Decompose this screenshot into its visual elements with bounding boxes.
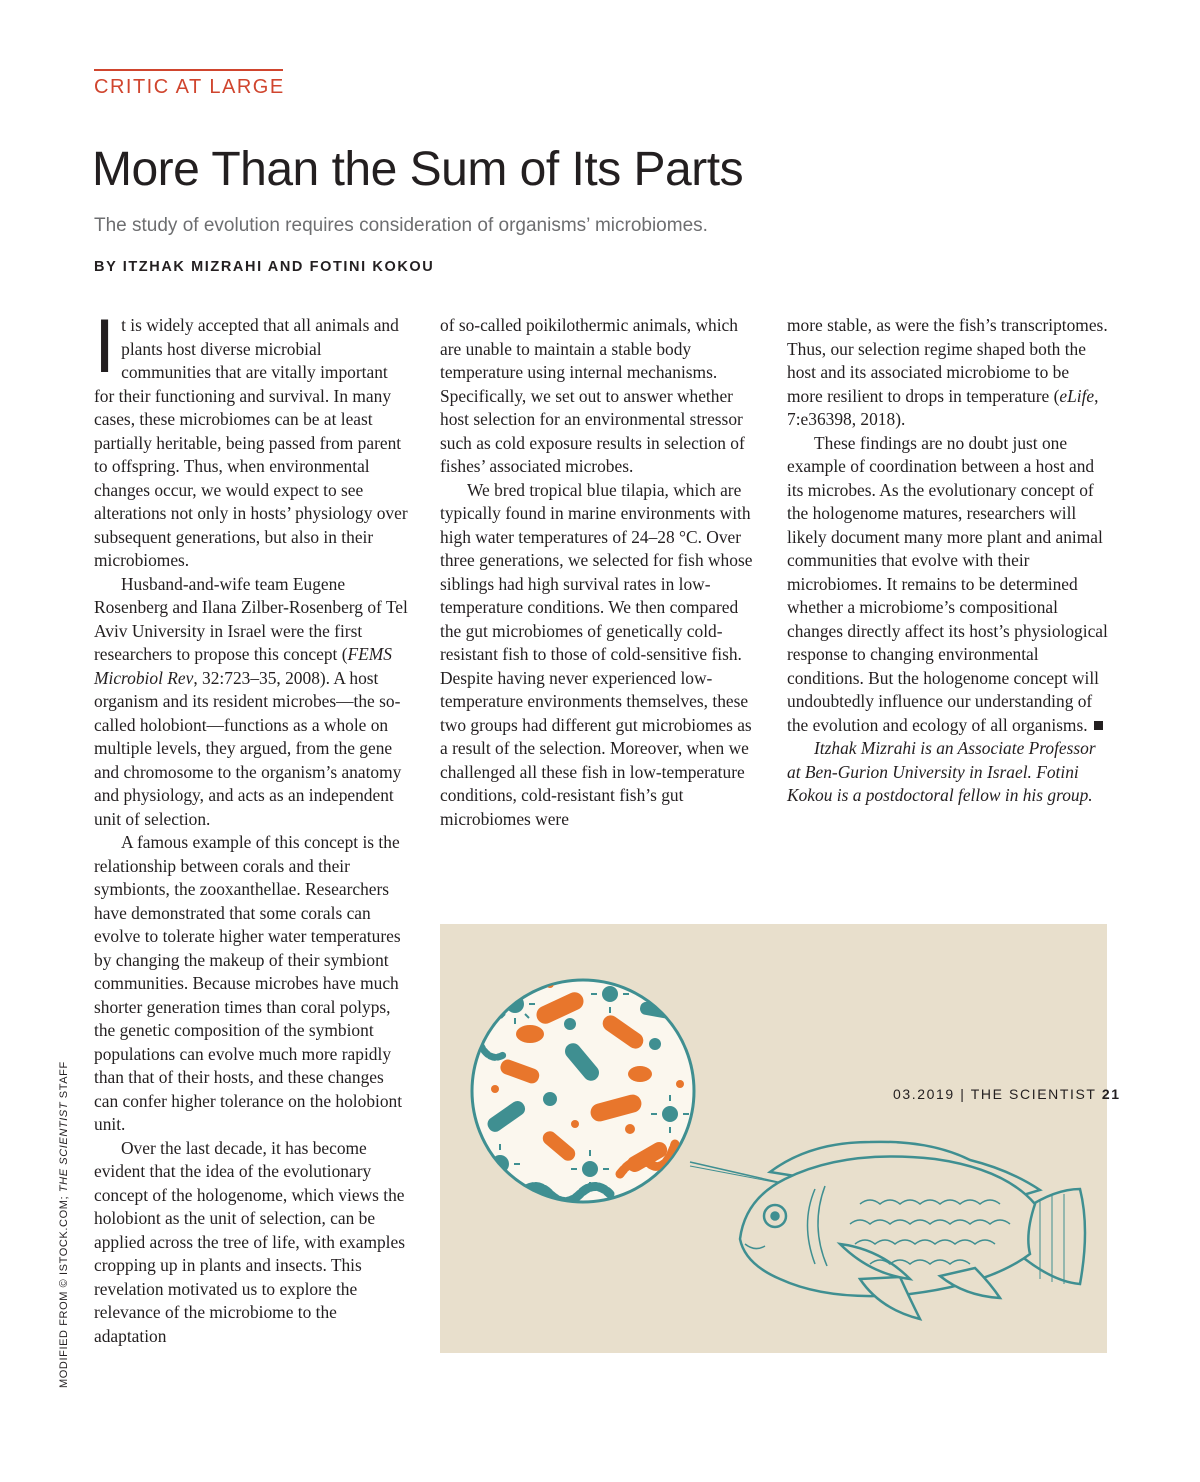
paragraph: A famous example of this concept is the relationship between corals and their symbionts, the zooxanthellae. Researchers have demonstrated that some corals can evolve to tolerate higher water temperatures by changing the makeup of their symbiont communities. Because microbes have much shorter generation times than coral polyps, the genetic composition of the symbiont populations can evolve much more rapidly than that of their hosts, and these changes can confer higher tolerance on the holobiont unit. bbox=[94, 832, 403, 1134]
end-mark-icon bbox=[1094, 721, 1103, 730]
footer bbox=[893, 1086, 1121, 1102]
issue-label: 03.2019 | THE SCIENTIST bbox=[893, 1086, 1097, 1102]
article-subtitle: The study of evolution requires consideration of organisms’ microbiomes. bbox=[94, 215, 708, 236]
citation-journal: eLife bbox=[1059, 385, 1095, 406]
page-number: 21 bbox=[1101, 1086, 1121, 1102]
paragraph-text: These findings are no doubt just one example of coordination between a host and its microbes. As the evolutionary concept of the hologenome matures, researchers will likely document many more plant and animal communities that evolve with their microbiomes. It remains to be determined whether a microbiome’s compositional changes directly affect its host’s physiological response to changing environmental conditions. But the hologenome concept will undoubtedly influence our understanding of the evolution and ecology of all organisms. bbox=[787, 432, 1108, 735]
paragraph: Over the last decade, it has become evident that the idea of the evolutionary concept of the hologenome, which views the holobiont as the unit of selection, can be applied across the tree of life, with examples cropping up in plants and insects. This revelation motivated us to explore the relevance of the microbiome to the adaptation bbox=[94, 1137, 405, 1346]
article-title: More Than the Sum of Its Parts bbox=[92, 143, 744, 196]
paragraph bbox=[94, 304, 412, 573]
paragraph-text: more stable, as were the fish’s transcriptomes. Thus, our selection regime shaped both the host and its associated microbiome to be more resilient to drops in temperature ( bbox=[787, 315, 1108, 406]
paragraph-text: , 32:723–35, 2008). A host organism and its resident microbes—the so-called holobiont—functions as a whole on multiple levels, they argued, from the gene and chromosome to the organism’s anatomy and physiology, and acts as an independent unit of selection. bbox=[94, 667, 402, 829]
fish-microbiome-illustration bbox=[440, 924, 1107, 1353]
author-bio: Itzhak Mizrahi is an Associate Professor at Ben-Gurion University in Israel. Fotini Kokou is a postdoctoral fellow in his group. bbox=[787, 738, 1096, 805]
illustration-svg bbox=[440, 924, 1107, 1353]
article-column-3 bbox=[787, 314, 1109, 808]
paragraph bbox=[787, 432, 1109, 738]
paragraph-text: Husband-and-wife team Eugene Rosenberg and Ilana Zilber-Rosenberg of Tel Aviv University in Israel were the first researchers to propose this concept ( bbox=[94, 573, 408, 664]
section-rule bbox=[94, 69, 283, 71]
article-column-2 bbox=[440, 314, 760, 831]
byline: BY ITZHAK MIZRAHI AND FOTINI KOKOU bbox=[94, 259, 435, 275]
citation-journal: FEMS Microbiol Rev bbox=[94, 644, 392, 688]
article-column-1 bbox=[94, 304, 412, 1348]
paragraph-text: t is widely accepted that all animals and plants host diverse microbial communities that are vitally important for their functioning and survival. In many cases, these microbiomes can be at least partially heritable, being passed from parent to offspring. Thus, when environmental changes occur, we would expect to see alterations not only in hosts’ physiology over subsequent generations, but also in their microbiomes. bbox=[94, 315, 408, 570]
paragraph: We bred tropical blue tilapia, which are typically found in marine environments with high water temperatures of 24–28 °C. Over three generations, we selected for fish whose siblings had high survival rates in low-temperature conditions. We then compared the gut microbiomes of genetically cold-resistant fish to those of cold-sensitive fish. Despite having never experienced low-temperature environments themselves, these two groups had different gut microbiomes as a result of the selection. Moreover, when we challenged all these fish in low-temperature conditions, cold-resistant fish’s gut microbiomes were bbox=[440, 479, 753, 829]
paragraph-text: , 7:e36398, 2018). bbox=[787, 385, 1099, 429]
image-credit bbox=[58, 1058, 76, 1388]
drop-cap: I bbox=[94, 304, 116, 389]
paragraph bbox=[94, 573, 412, 832]
section-label: CRITIC AT LARGE bbox=[94, 76, 285, 98]
image-credit-text: MODIFIED FROM © ISTOCK.COM; THE SCIENTIST STAFF bbox=[58, 1061, 70, 1388]
tilapia-fish-icon bbox=[740, 1142, 1085, 1319]
paragraph bbox=[787, 314, 1109, 432]
paragraph: of so-called poikilothermic animals, which are unable to maintain a stable body temperature using internal mechanisms. Specifically, we set out to answer whether host selection for an environmental stressor such as cold exposure results in selection of fishes’ associated microbes. bbox=[440, 315, 745, 476]
